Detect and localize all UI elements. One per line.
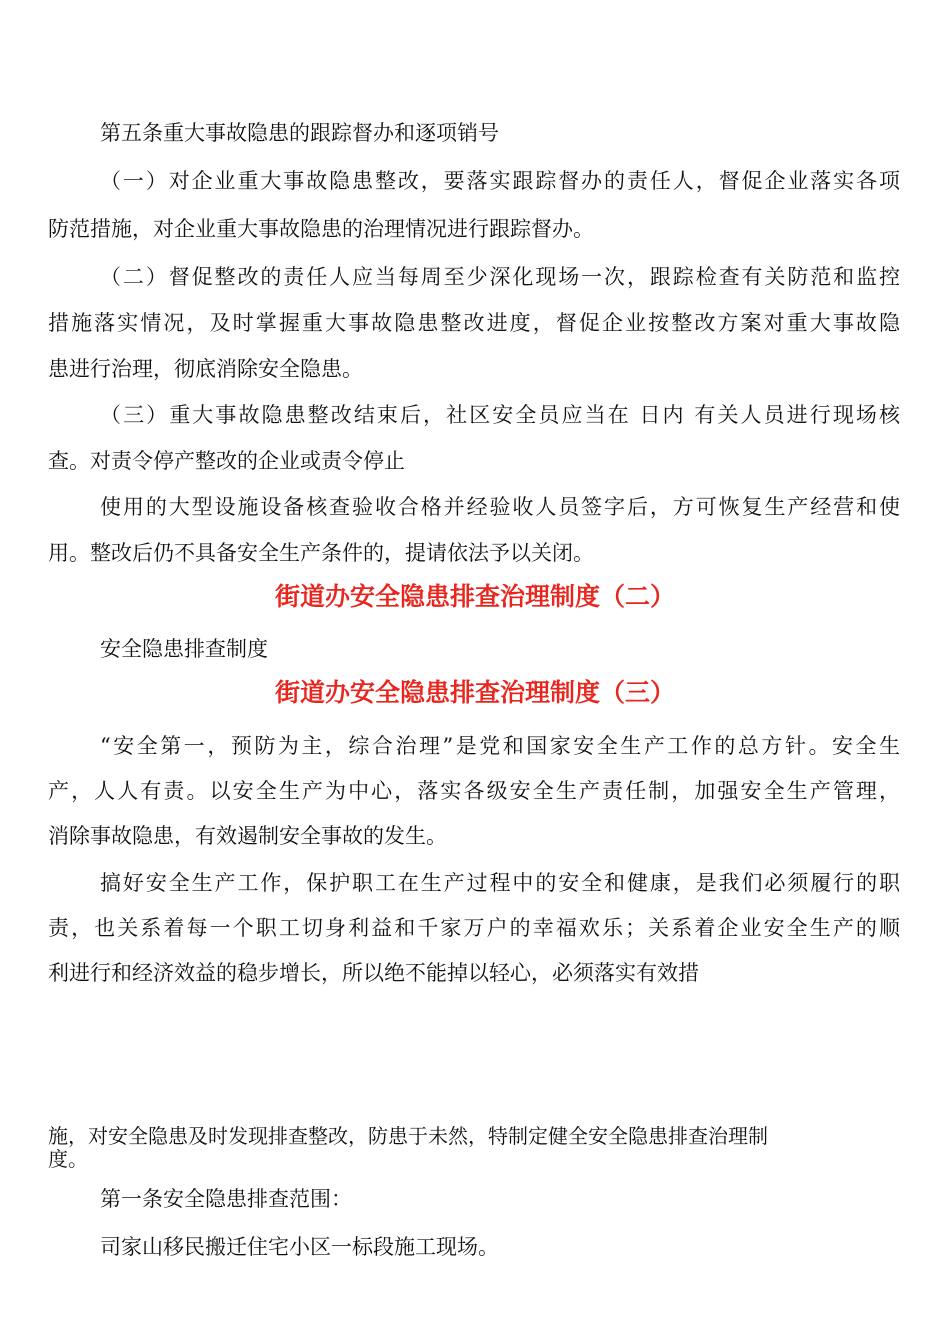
article-5-title: 第五条重大事故隐患的跟踪督办和逐项销号 xyxy=(100,121,499,145)
section-heading-3: 街道办安全隐患排查治理制度（三） xyxy=(274,678,675,707)
paragraph-line: 消除事故隐患，有效遏制安全事故的发生。 xyxy=(48,824,447,848)
paragraph-line: 使用的大型设施设备核查验收合格并经验收人员签字后，方可恢复生产经营和使 xyxy=(100,495,900,519)
paragraph-line: “安全第一，预防为主，综合治理”是党和国家安全生产工作的总方针。安全生 xyxy=(100,734,900,758)
article-1-title: 第一条安全隐患排查范围： xyxy=(100,1187,352,1211)
paragraph-line: 司家山移民搬迁住宅小区一标段施工现场。 xyxy=(100,1235,499,1259)
paragraph-line: 搞好安全生产工作，保护职工在生产过程中的安全和健康，是我们必须履行的职 xyxy=(100,871,900,895)
section-heading-2: 街道办安全隐患排查治理制度（二） xyxy=(274,582,675,611)
paragraph-line: 措施落实情况，及时掌握重大事故隐患整改进度，督促企业按整改方案对重大事故隐 xyxy=(48,311,900,335)
paragraph-line: 查。对责令停产整改的企业或责令停止 xyxy=(48,449,405,473)
paragraph-line: 用。整改后仍不具备安全生产条件的，提请依法予以关闭。 xyxy=(48,541,594,565)
paragraph-line: 度。 xyxy=(48,1147,88,1171)
paragraph-line: 利进行和经济效益的稳步增长，所以绝不能掉以轻心，必须落实有效措 xyxy=(48,961,699,985)
sub-heading: 安全隐患排查制度 xyxy=(100,637,268,661)
paragraph-line: （一）对企业重大事故隐患整改，要落实跟踪督办的责任人，督促企业落实各项 xyxy=(100,169,900,193)
paragraph-line: 防范措施，对企业重大事故隐患的治理情况进行跟踪督办。 xyxy=(48,217,594,241)
paragraph-line: （二）督促整改的责任人应当每周至少深化现场一次，跟踪检查有关防范和监控 xyxy=(100,265,900,289)
paragraph-line: 责，也关系着每一个职工切身利益和千家万户的幸福欢乐；关系着企业安全生产的顺 xyxy=(48,916,900,940)
paragraph-line: 施，对安全隐患及时发现排查整改，防患于未然，特制定健全安全隐患排查治理制 xyxy=(48,1124,768,1148)
paragraph-line: （三）重大事故隐患整改结束后，社区安全员应当在 日内 有关人员进行现场核 xyxy=(100,403,900,427)
paragraph-line: 患进行治理，彻底消除安全隐患。 xyxy=(48,357,363,381)
paragraph-line: 产，人人有责。以安全生产为中心，落实各级安全生产责任制，加强安全生产管理， xyxy=(48,779,900,803)
